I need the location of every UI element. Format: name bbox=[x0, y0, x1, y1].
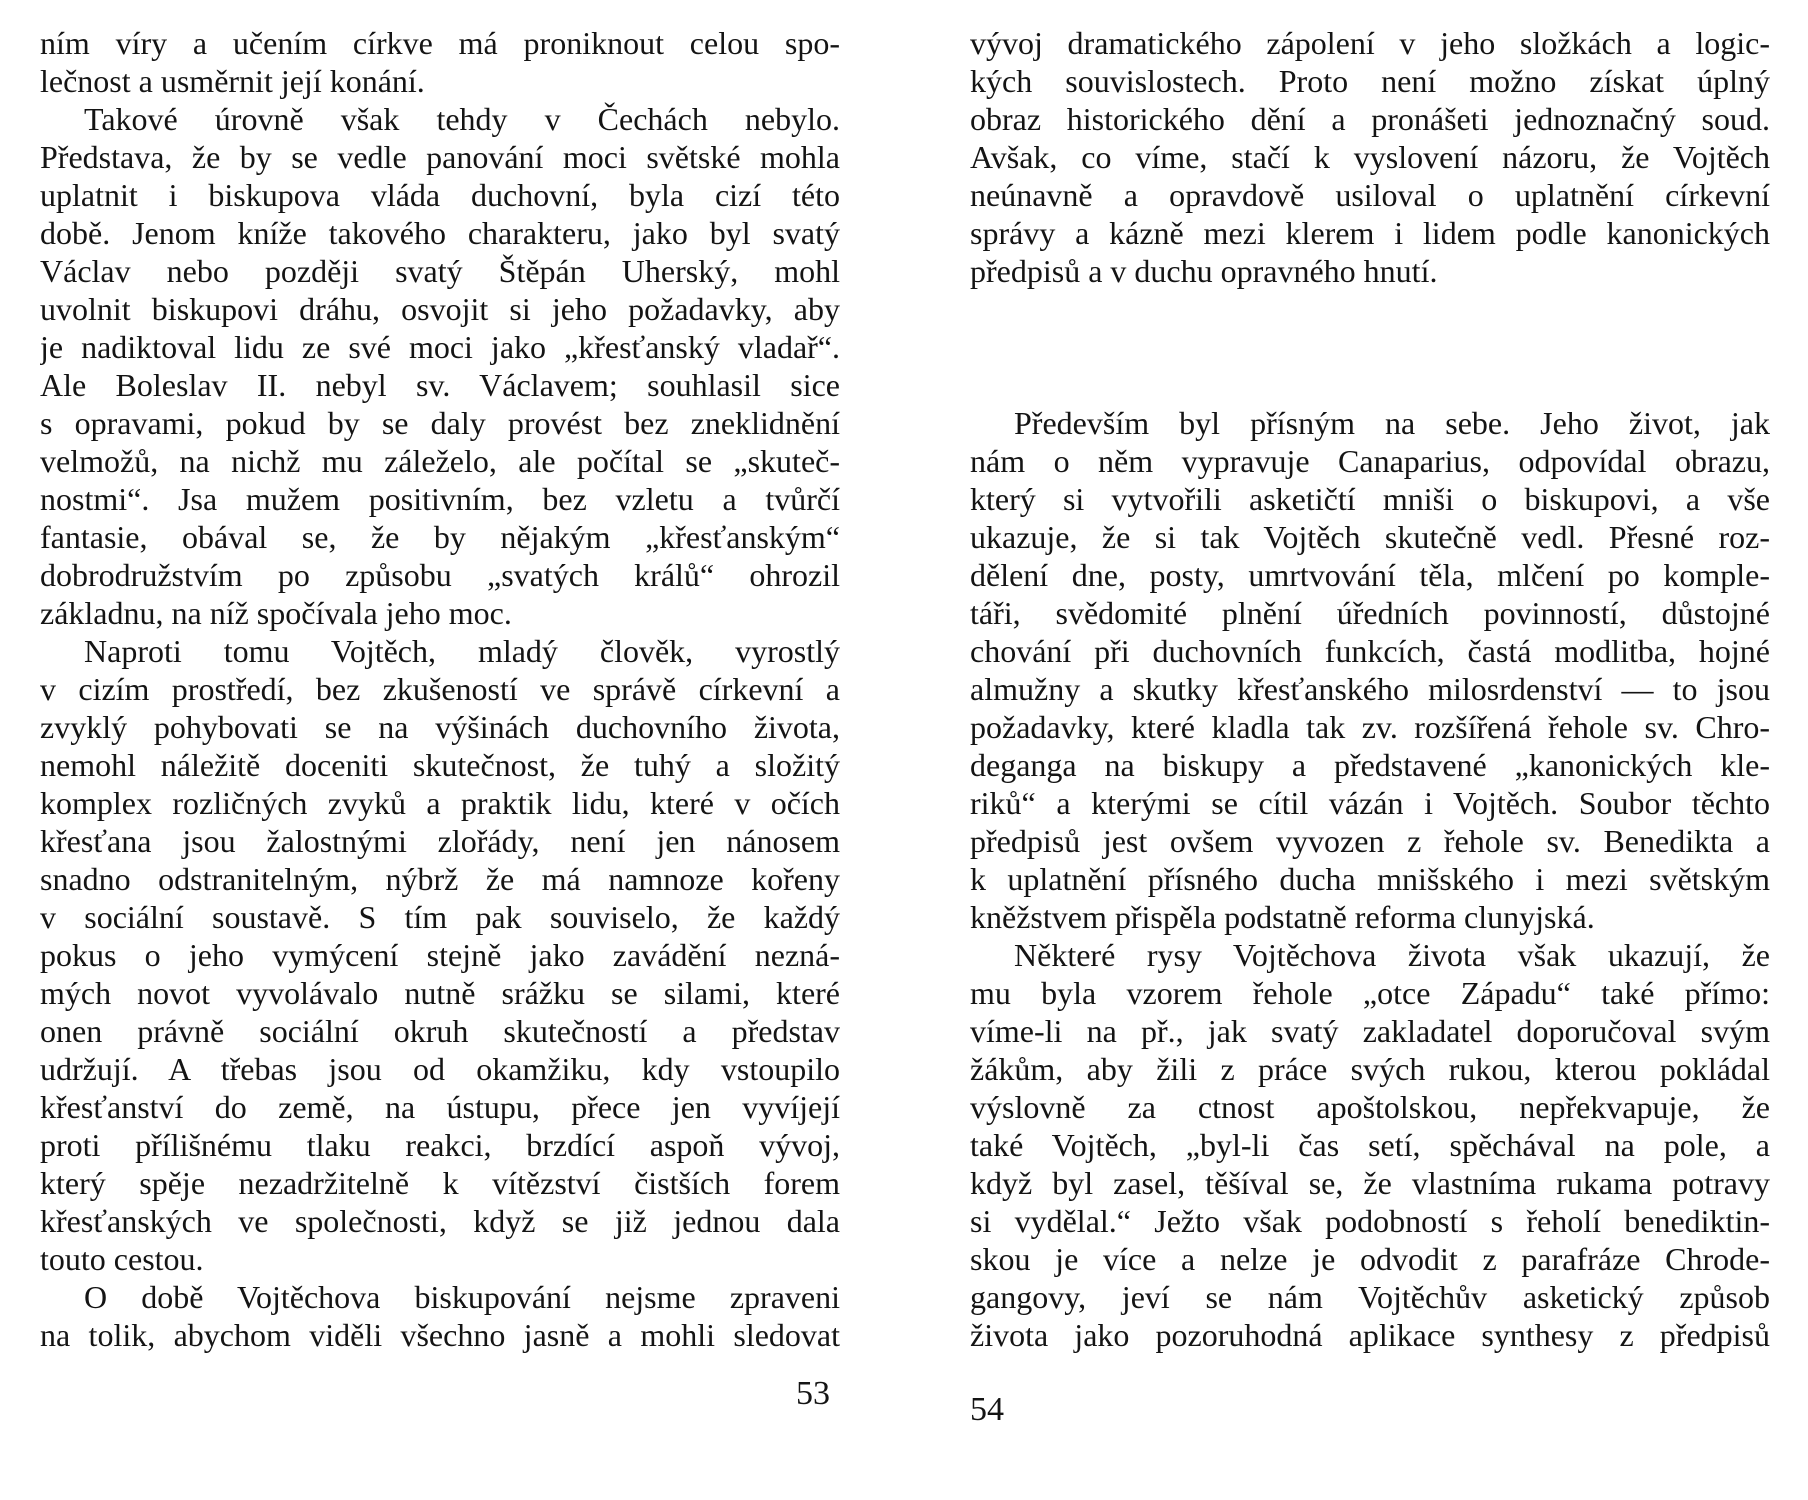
text-line: nemohl náležitě doceniti skutečnost, že tuhý a složitý bbox=[40, 747, 840, 783]
text-line: víme-li na př., jak svatý zakladatel doporučoval svým bbox=[970, 1013, 1770, 1049]
text-line: křesťanství do země, na ústupu, přece jen vyvíjejí bbox=[40, 1089, 840, 1125]
text-line: správy a kázně mezi klerem i lidem podle kanonických bbox=[970, 215, 1770, 251]
text-line: požadavky, které kladla tak zv. rozšířená řehole sv. Chro- bbox=[970, 709, 1770, 745]
text-line: udržují. A třebas jsou od okamžiku, kdy vstoupilo bbox=[40, 1051, 840, 1087]
page-number-right: 54 bbox=[970, 1391, 1004, 1428]
text-line: vývoj dramatického zápolení v jeho složkách a logic- bbox=[970, 25, 1770, 61]
text-line: almužny a skutky křesťanského milosrdenství — to jsou bbox=[970, 671, 1770, 707]
text-line: je nadiktoval lidu ze své moci jako „křesťanský vladař“. bbox=[40, 329, 840, 365]
text-line: Ale Boleslav II. nebyl sv. Václavem; souhlasil sice bbox=[40, 367, 840, 403]
text-line: touto cestou. bbox=[40, 1241, 204, 1277]
text-line: kých souvislostech. Proto není možno získat úplný bbox=[970, 63, 1770, 99]
text-line: komplex rozličných zvyků a praktik lidu, které v očích bbox=[40, 785, 840, 821]
text-line: k uplatnění přísného ducha mnišského i mezi světským bbox=[970, 861, 1770, 897]
text-line: předpisů a v duchu opravného hnutí. bbox=[970, 253, 1438, 289]
text-line: nám o něm vypravuje Canaparius, odpovídal obrazu, bbox=[970, 443, 1770, 479]
text-line: uplatnit i biskupova vláda duchovní, byla cizí této bbox=[40, 177, 840, 213]
text-line: také Vojtěch, „byl-li čas setí, spěchával na pole, a bbox=[970, 1127, 1770, 1163]
text-line: v cizím prostředí, bez zkušeností ve správě církevní a bbox=[40, 671, 840, 707]
text-line: Avšak, co víme, stačí k vyslovení názoru, že Vojtěch bbox=[970, 139, 1770, 175]
text-line: který si vytvořili asketičtí mniši o biskupovi, a vše bbox=[970, 481, 1770, 517]
text-line: základnu, na níž spočívala jeho moc. bbox=[40, 595, 512, 631]
text-line: kněžstvem přispěla podstatně reforma clunyjská. bbox=[970, 899, 1595, 935]
text-line: onen právně sociální okruh skutečností a představ bbox=[40, 1013, 840, 1049]
text-line: života jako pozoruhodná aplikace synthesy z předpisů bbox=[970, 1317, 1770, 1353]
text-line: neúnavně a opravdově usiloval o uplatnění církevní bbox=[970, 177, 1770, 213]
text-line: předpisů jest ovšem vyvozen z řehole sv. Benedikta a bbox=[970, 823, 1770, 859]
text-line: Václav nebo později svatý Štěpán Uherský, mohl bbox=[40, 253, 840, 289]
text-line: který spěje nezadržitelně k vítězství čistších forem bbox=[40, 1165, 840, 1201]
text-line: uvolnit biskupovi dráhu, osvojit si jeho požadavky, aby bbox=[40, 291, 840, 327]
text-line: táři, svědomité plnění úředních povinností, důstojné bbox=[970, 595, 1770, 631]
text-line: pokus o jeho vymýcení stejně jako zavádění nezná- bbox=[40, 937, 840, 973]
text-line: riků“ a kterými se cítil vázán i Vojtěch. Soubor těchto bbox=[970, 785, 1770, 821]
text-line: Představa, že by se vedle panování moci světské mohla bbox=[40, 139, 840, 175]
text-line: mu byla vzorem řehole „otce Západu“ také přímo: bbox=[970, 975, 1770, 1011]
text-line: žákům, aby žili z práce svých rukou, kterou pokládal bbox=[970, 1051, 1770, 1087]
text-line: proti přílišnému tlaku reakci, brzdící aspoň vývoj, bbox=[40, 1127, 840, 1163]
text-line: O době Vojtěchova biskupování nejsme zpraveni bbox=[84, 1279, 840, 1315]
text-line: si vydělal.“ Ježto však podobností s řeholí benediktin- bbox=[970, 1203, 1770, 1239]
text-line: Některé rysy Vojtěchova života však ukazují, že bbox=[1014, 937, 1770, 973]
text-line: na tolik, abychom viděli všechno jasně a mohli sledovat bbox=[40, 1317, 840, 1353]
text-line: velmožů, na nichž mu záleželo, ale počítal se „skuteč- bbox=[40, 443, 840, 479]
text-line: obraz historického dění a pronášeti jednoznačný soud. bbox=[970, 101, 1770, 137]
text-line: Naproti tomu Vojtěch, mladý člověk, vyrostlý bbox=[84, 633, 840, 669]
text-line: snadno odstranitelným, nýbrž že má namnoze kořeny bbox=[40, 861, 840, 897]
text-line: křesťana jsou žalostnými zlořády, není jen nánosem bbox=[40, 823, 840, 859]
text-line: Především byl přísným na sebe. Jeho život, jak bbox=[1014, 405, 1770, 441]
text-line: výslovně za ctnost apoštolskou, nepřekvapuje, že bbox=[970, 1089, 1770, 1125]
text-line: zvyklý pohybovati se na výšinách duchovního života, bbox=[40, 709, 840, 745]
text-line: v sociální soustavě. S tím pak souviselo, že každý bbox=[40, 899, 840, 935]
text-line: gangovy, jeví se nám Vojtěchův asketický způsob bbox=[970, 1279, 1770, 1315]
text-line: nostmi“. Jsa mužem positivním, bez vzletu a tvůrčí bbox=[40, 481, 840, 517]
text-line: dělení dne, posty, umrtvování těla, mlčení po komple- bbox=[970, 557, 1770, 593]
text-line: ním víry a učením církve má proniknout celou spo- bbox=[40, 25, 840, 61]
text-line: křesťanských ve společnosti, když se již jednou dala bbox=[40, 1203, 840, 1239]
text-line: dobrodružstvím po způsobu „svatých králů“ ohrozil bbox=[40, 557, 840, 593]
text-line: lečnost a usměrnit její konání. bbox=[40, 63, 425, 99]
text-line: deganga na biskupy a představené „kanonických kle- bbox=[970, 747, 1770, 783]
text-line: skou je více a nelze je odvodit z parafráze Chrode- bbox=[970, 1241, 1770, 1277]
text-line: chování při duchovních funkcích, častá modlitba, hojné bbox=[970, 633, 1770, 669]
text-line: fantasie, obával se, že by nějakým „křesťanským“ bbox=[40, 519, 840, 555]
text-line: mých novot vyvolávalo nutně srážku se silami, které bbox=[40, 975, 840, 1011]
text-line: ukazuje, že si tak Vojtěch skutečně vedl. Přesné roz- bbox=[970, 519, 1770, 555]
text-line: Takové úrovně však tehdy v Čechách nebylo. bbox=[84, 101, 840, 137]
text-line: době. Jenom kníže takového charakteru, jako byl svatý bbox=[40, 215, 840, 251]
text-line: s opravami, pokud by se daly provést bez zneklidnění bbox=[40, 405, 840, 441]
text-line: když byl zasel, těšíval se, že vlastníma rukama potravy bbox=[970, 1165, 1770, 1201]
page-number-left: 53 bbox=[796, 1375, 830, 1412]
